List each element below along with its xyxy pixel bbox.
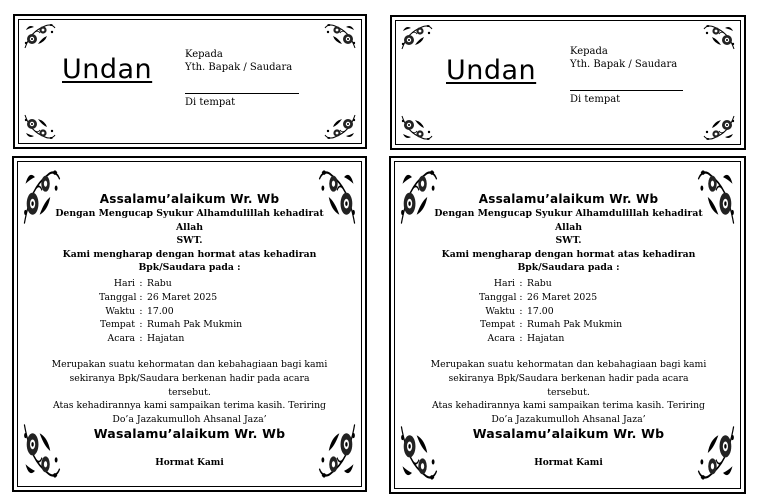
- body-line: Merupakan suatu kehormatan dan kebahagiaan bagi kami: [430, 359, 707, 370]
- invitation-header: [54, 192, 325, 275]
- place-label: Di tempat: [185, 97, 236, 108]
- recipient-block: [570, 45, 677, 71]
- invitation-card-left: [12, 156, 367, 492]
- detail-value: 17.00: [147, 305, 174, 317]
- detail-value: Rabu: [527, 278, 552, 289]
- detail-value: Hajatan: [147, 333, 185, 345]
- detail-label: Acara: [487, 333, 515, 345]
- detail-value: Rumah Pak Mukmin: [527, 319, 623, 331]
- signature-label: Hormat Kami: [155, 458, 224, 468]
- intro-line: Bpk/Saudara pada :: [517, 262, 620, 273]
- to-label: Kepada: [185, 49, 223, 60]
- detail-value: 26 Maret 2025: [527, 291, 598, 303]
- greeting: Assalamu’alaikum Wr. Wb: [478, 192, 659, 206]
- detail-row-time: Waktu : 17.00: [99, 305, 242, 319]
- envelope-card-left: [13, 14, 367, 149]
- detail-row-event: Acara : Hajatan: [99, 332, 242, 346]
- detail-label: Waktu: [105, 305, 135, 317]
- address-line: [570, 90, 683, 91]
- address-line: [185, 93, 299, 94]
- envelope-title: Undan: [446, 55, 537, 86]
- floral-corner-icon: [400, 114, 434, 142]
- floral-corner-icon: [23, 113, 57, 141]
- invitation-card-right: [389, 156, 746, 494]
- intro-line: Dengan Mengucap Syukur Alhamdulillah kehadirat Allah: [55, 208, 324, 233]
- detail-label: Acara: [107, 333, 135, 345]
- floral-corner-icon: [400, 23, 434, 51]
- detail-row-event: Acara : Hajatan: [479, 332, 622, 346]
- body-line: sekiranya Bpk/Saudara berkenan hadir pada acara tersebut.: [69, 372, 310, 398]
- detail-label: Waktu: [485, 305, 515, 317]
- closing-greeting: Wasalamu’alaikum Wr. Wb: [93, 425, 286, 441]
- detail-label: Tanggal: [99, 291, 137, 303]
- invitation-body: [428, 358, 709, 441]
- intro-line: Dengan Mengucap Syukur Alhamdulillah kehadirat Allah: [434, 208, 703, 233]
- recipient-block: [185, 48, 292, 74]
- invitation-body: [49, 358, 330, 441]
- detail-label: Hari: [493, 278, 515, 289]
- floral-corner-icon: [323, 22, 357, 50]
- detail-value: Rumah Pak Mukmin: [147, 319, 243, 331]
- detail-value: 26 Maret 2025: [147, 291, 218, 303]
- recipient-name: Yth. Bapak / Saudara: [185, 62, 293, 73]
- to-label: Kepada: [570, 46, 608, 57]
- detail-row-place: Tempat : Rumah Pak Mukmin: [479, 319, 623, 331]
- detail-label: Tempat: [99, 319, 135, 331]
- body-line: sekiranya Bpk/Saudara berkenan hadir pada acara tersebut.: [448, 372, 689, 398]
- intro-line: Kami mengharap dengan hormat atas kehadiran: [441, 248, 696, 260]
- floral-corner-icon: [702, 23, 736, 51]
- body-line: Merupakan suatu kehormatan dan kebahagiaan bagi kami: [51, 359, 328, 370]
- body-line: Atas kehadirannya kami sampaikan terima kasih. Teriring: [431, 400, 706, 412]
- greeting: Assalamu’alaikum Wr. Wb: [99, 192, 280, 206]
- invitation-header: [433, 192, 704, 275]
- intro-line: SWT.: [555, 235, 582, 246]
- floral-corner-icon: [323, 113, 357, 141]
- closing-greeting: Wasalamu’alaikum Wr. Wb: [472, 425, 665, 441]
- envelope-card-right: [390, 15, 746, 150]
- detail-label: Tempat: [479, 319, 515, 331]
- detail-value: 17.00: [527, 305, 554, 317]
- detail-label: Hari: [113, 278, 135, 289]
- body-line: Do’a Jazakumulloh Ahsanal Jaza’: [112, 414, 267, 426]
- envelope-title: Undan: [62, 54, 153, 85]
- intro-line: SWT.: [176, 235, 203, 246]
- signature-label: Hormat Kami: [534, 458, 603, 468]
- floral-corner-icon: [702, 114, 736, 142]
- recipient-name: Yth. Bapak / Saudara: [570, 59, 678, 70]
- detail-row-place: Tempat : Rumah Pak Mukmin: [99, 319, 243, 331]
- detail-row-day: Hari : Rabu: [479, 277, 622, 291]
- detail-row-day: Hari : Rabu: [99, 277, 242, 291]
- body-line: Atas kehadirannya kami sampaikan terima kasih. Teriring: [52, 400, 327, 412]
- place-label: Di tempat: [570, 94, 621, 105]
- detail-label: Tanggal: [479, 291, 517, 303]
- detail-row-date: Tanggal : 26 Maret 2025: [479, 291, 598, 303]
- body-line: Do’a Jazakumulloh Ahsanal Jaza’: [491, 414, 646, 426]
- detail-value: Rabu: [147, 278, 172, 289]
- detail-value: Hajatan: [527, 333, 565, 345]
- floral-corner-icon: [23, 22, 57, 50]
- event-details: [479, 277, 622, 346]
- event-details: [99, 277, 242, 346]
- detail-row-date: Tanggal : 26 Maret 2025: [99, 291, 218, 303]
- intro-line: Kami mengharap dengan hormat atas kehadiran: [62, 248, 317, 260]
- detail-row-time: Waktu : 17.00: [479, 305, 622, 319]
- intro-line: Bpk/Saudara pada :: [138, 262, 241, 273]
